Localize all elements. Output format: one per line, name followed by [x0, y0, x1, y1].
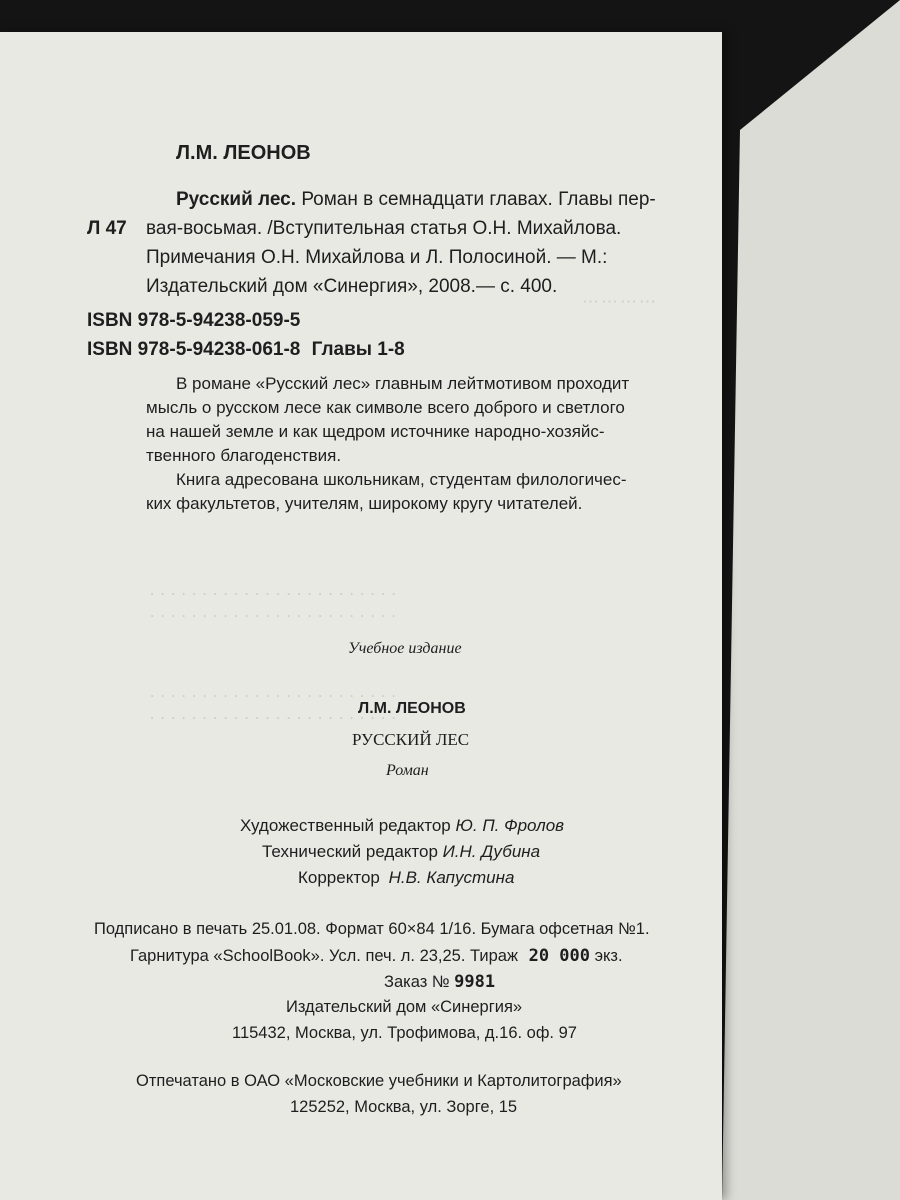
- credit-role: Художественный редактор: [240, 816, 451, 835]
- credit-tech-editor: [262, 842, 540, 862]
- typeface-and-volume: Гарнитура «SchoolBook». Усл. печ. л. 23,25. Тираж: [130, 947, 518, 965]
- isbn-1: ISBN 978-5-94238-059-5: [87, 310, 301, 331]
- isbn-2: [87, 339, 405, 361]
- author-heading: Л.М. ЛЕОНОВ: [176, 142, 311, 164]
- credit-person: Н.В. Капустина: [388, 868, 515, 887]
- annotation-line-4: твенного благоденствия.: [146, 446, 342, 465]
- annotation-line-6: ких факультетов, учителям, широкому кругу читателей.: [146, 494, 583, 513]
- credit-art-editor: [240, 816, 564, 836]
- annotation-line-3: на нашей земле и как щедром источнике народно-хозяйс-: [146, 422, 605, 441]
- print-details-line-1: Подписано в печать 25.01.08. Формат 60×84 1/16. Бумага офсетная №1.: [94, 920, 650, 938]
- description-line-4: Издательский дом «Синергия», 2008.— с. 400.: [146, 276, 558, 297]
- order-line: [384, 972, 495, 992]
- imprint-title: РУССКИЙ ЛЕС: [352, 730, 470, 749]
- isbn-2-number: ISBN 978-5-94238-061-8: [87, 339, 301, 360]
- credit-role: Корректор: [298, 868, 380, 887]
- class-code: Л 47: [87, 218, 127, 239]
- description-text: Роман в семнадцати главах. Главы пер-: [301, 189, 656, 210]
- show-through-leader: . . . . . . . . . . . . . . . . . . . . . . . .: [150, 580, 397, 599]
- credit-proofreader: [298, 868, 514, 888]
- credit-person: И.Н. Дубина: [442, 842, 541, 861]
- printer-name: Отпечатано в ОАО «Московские учебники и Картолитография»: [136, 1072, 622, 1090]
- print-run-handwritten: 20 000: [528, 946, 590, 966]
- book-title: Русский лес.: [176, 189, 297, 210]
- show-through-leader: . . . . . . . . . . . . . . . . . . . . . . . .: [150, 682, 397, 701]
- book-page: [0, 32, 722, 1200]
- edition-type: Учебное издание: [348, 640, 462, 657]
- show-through-leader: . . . . . . . . . . . . . . . . . . . . . . . .: [150, 704, 397, 723]
- imprint-genre: Роман: [386, 762, 429, 779]
- credit-person: Ю. П. Фролов: [455, 816, 565, 835]
- credit-role: Технический редактор: [262, 842, 438, 861]
- publisher-address: 115432, Москва, ул. Трофимова, д.16. оф. 97: [232, 1024, 577, 1042]
- show-through-leader: . . . . . . . . . . . . . . . . . . . . . . . .: [150, 602, 397, 621]
- publisher-name: Издательский дом «Синергия»: [286, 998, 523, 1016]
- print-run-unit: экз.: [594, 947, 623, 965]
- annotation-line-2: мысль о русском лесе как символе всего доброго и светлого: [146, 398, 625, 417]
- printer-address: 125252, Москва, ул. Зорге, 15: [290, 1098, 518, 1116]
- description-line-1: [176, 189, 656, 211]
- show-through: ⋯⋯⋯⋯: [582, 292, 658, 311]
- isbn-2-note: Главы 1-8: [311, 339, 405, 360]
- annotation-line-5: Книга адресована школьникам, студентам филологичес-: [176, 470, 627, 489]
- imprint-author: Л.М. ЛЕОНОВ: [358, 700, 466, 717]
- print-details-line-2: [130, 946, 623, 966]
- order-number-handwritten: 9981: [454, 972, 496, 992]
- description-line-3: Примечания О.Н. Михайлова и Л. Полосиной. — М.:: [146, 247, 608, 268]
- facing-page: [722, 0, 900, 1200]
- annotation-line-1: В романе «Русский лес» главным лейтмотивом проходит: [176, 374, 630, 393]
- description-line-2: вая-восьмая. /Вступительная статья О.Н. Михайлова.: [146, 218, 622, 239]
- order-label: Заказ №: [384, 973, 450, 991]
